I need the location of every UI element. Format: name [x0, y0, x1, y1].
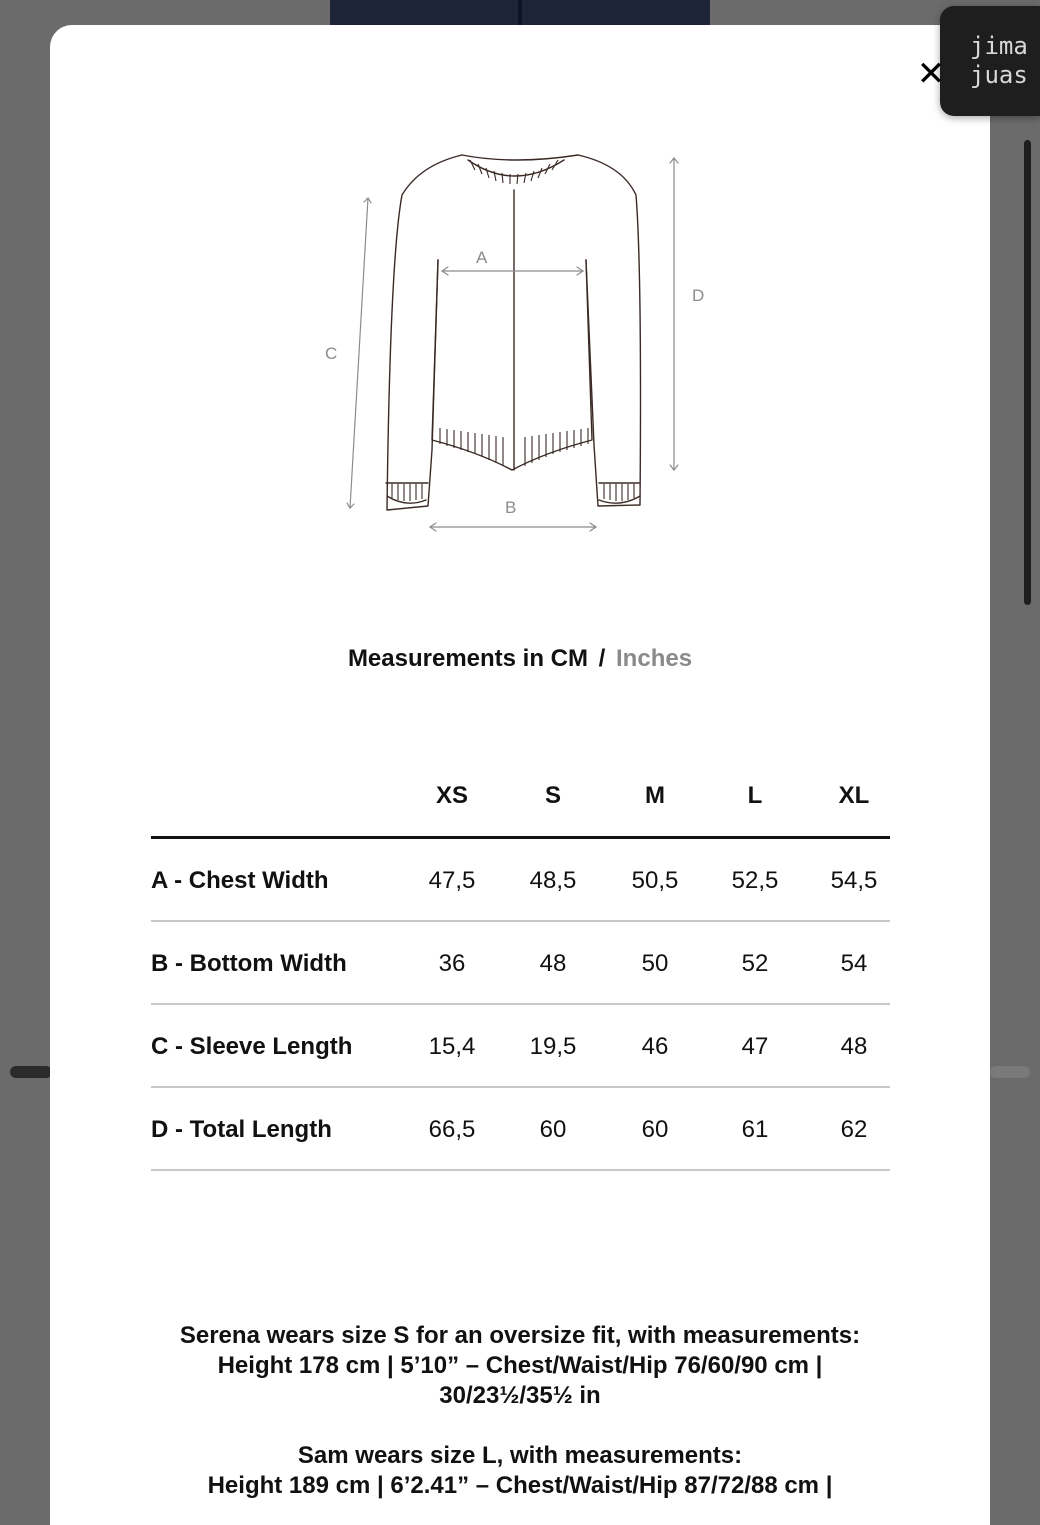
close-icon[interactable]: ✕	[916, 55, 946, 93]
diagram-label-b: B	[505, 498, 517, 517]
table-cell: 61	[741, 1116, 769, 1143]
table-cell: 50,5	[631, 867, 679, 894]
table-cell: 60	[539, 1116, 567, 1143]
table-row	[151, 922, 890, 1005]
table-cell: 52	[741, 950, 769, 977]
table-row	[151, 1088, 890, 1171]
row-label: D - Total Length	[151, 1116, 332, 1143]
table-cell: 60	[641, 1116, 669, 1143]
background-zipper	[518, 0, 522, 26]
row-label: C - Sleeve Length	[151, 1033, 353, 1060]
table-cell: 52,5	[731, 867, 779, 894]
sam-line-2: Height 189 cm | 6’2.41” – Chest/Waist/Hip 87/72/88 cm |	[207, 1472, 833, 1499]
unit-cm-label[interactable]: Measurements in CM	[347, 645, 588, 672]
table-cell: 15,4	[428, 1033, 476, 1060]
cardigan-diagram	[310, 140, 730, 550]
unit-separator: /	[598, 645, 606, 672]
language-popup[interactable]	[940, 6, 1040, 116]
table-cell: 46	[641, 1033, 669, 1060]
table-cell: 62	[840, 1116, 868, 1143]
carousel-handle-left	[10, 1066, 52, 1078]
table-row	[151, 1005, 890, 1088]
background-product-image	[330, 0, 710, 26]
sam-line-1: Sam wears size L, with measurements:	[297, 1442, 743, 1469]
neck-ribbing	[470, 160, 558, 184]
table-cell: 54	[840, 950, 868, 977]
carousel-handle-right	[990, 1066, 1030, 1078]
table-cell: 66,5	[428, 1116, 476, 1143]
popup-line-2: juas	[970, 61, 1028, 89]
table-cell: 48	[539, 950, 567, 977]
size-xl: XL	[838, 782, 870, 809]
size-table	[151, 770, 890, 1171]
row-label: A - Chest Width	[151, 867, 329, 894]
table-cell: 54,5	[830, 867, 878, 894]
table-cell: 47,5	[428, 867, 476, 894]
model-note-sam	[150, 1441, 890, 1501]
size-l: L	[747, 782, 763, 809]
table-row	[151, 839, 890, 922]
diagram-label-a: A	[476, 248, 488, 267]
table-cell: 36	[438, 950, 466, 977]
table-cell: 50	[641, 950, 669, 977]
serena-line-2: Height 178 cm | 5’10” – Chest/Waist/Hip 76/60/90 cm |	[217, 1352, 823, 1379]
diagram-label-c: C	[325, 344, 338, 363]
table-cell: 47	[741, 1033, 769, 1060]
unit-inches-link[interactable]: Inches	[616, 645, 693, 672]
scrollbar[interactable]	[1024, 140, 1031, 605]
model-note-serena	[150, 1321, 890, 1411]
size-s: S	[544, 782, 561, 809]
table-cell: 48,5	[529, 867, 577, 894]
size-xs: XS	[435, 782, 468, 809]
unit-toggle	[0, 645, 1040, 673]
row-label: B - Bottom Width	[151, 950, 347, 977]
popup-line-1: jima	[970, 32, 1028, 60]
diagram-label-d: D	[692, 286, 705, 305]
table-cell: 19,5	[529, 1033, 577, 1060]
table-cell: 48	[840, 1033, 868, 1060]
serena-line-3: 30/23½/35½ in	[439, 1382, 601, 1409]
serena-line-1: Serena wears size S for an oversize fit, with measurements:	[179, 1322, 861, 1349]
size-m: M	[645, 782, 665, 809]
size-header-row	[151, 770, 890, 839]
